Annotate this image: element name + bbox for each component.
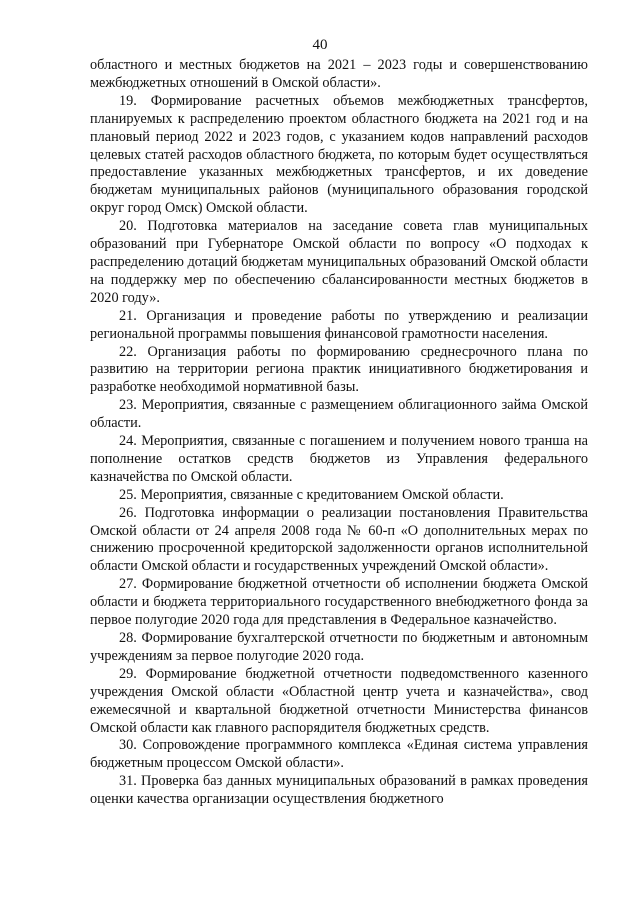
page-number: 40 xyxy=(312,37,328,53)
page-body xyxy=(90,57,588,809)
paragraph-item-22: 22. Организация работы по формированию среднесрочного плана по развитию на территории региона практик инициативного бюджетирования и разработке необходимой нормативной базы. xyxy=(90,343,588,396)
paragraph-item-30: 30. Сопровождение программного комплекса «Единая система управления бюджетным процессом Омской области». xyxy=(90,737,588,772)
paragraph-item-24: 24. Мероприятия, связанные с погашением и получением нового транша на пополнение остатков средств бюджетов из Управления федерального казначейства по Омской области. xyxy=(90,433,588,485)
paragraph-item-28: 28. Формирование бухгалтерской отчетности по бюджетным и автономным учреждениям за первое полугодие 2020 года. xyxy=(90,630,588,664)
paragraph-item-26: 26. Подготовка информации о реализации постановления Правительства Омской области от 24 апреля 2008 года № 60-п «О дополнительных мерах по снижению просроченной кредиторской задолженности органов исполнительной области Омской области и государственных учреждений Омской области». xyxy=(90,504,588,575)
paragraph-item-21: 21. Организация и проведение работы по утверждению и реализации региональной программы повышения финансовой грамотности населения. xyxy=(90,307,588,342)
paragraph-item-29: 29. Формирование бюджетной отчетности подведомственного казенного учреждения Омской области «Областной центр учета и казначейства», свод ежемесячной и квартальной бюджетной отчетности Министерства финансов Омской области как главного распорядителя бюджетных средств. xyxy=(90,665,588,736)
paragraph-item-23: 23. Мероприятия, связанные с размещением облигационного займа Омской области. xyxy=(90,397,588,432)
paragraph-item-31: 31. Проверка баз данных муниципальных образований в рамках проведения оценки качества организации осуществления бюджетного xyxy=(90,773,588,808)
paragraph-item-20: 20. Подготовка материалов на заседание совета глав муниципальных образований при Губернаторе Омской области по вопросу «О подходах к распределению дотаций бюджетам муниципальных образований Омской области на поддержку мер по обеспечению сбалансированности местных бюджетов в 2020 году». xyxy=(90,218,588,306)
paragraph-item-25: 25. Мероприятия, связанные с кредитованием Омской области. xyxy=(119,486,504,503)
paragraph-item-19: 19. Формирование расчетных объемов межбюджетных трансфертов, планируемых к распределению проектом областного бюджета на 2021 год и на плановый период 2022 и 2023 годов, с указанием кодов направлений расходов целевых статей расходов областного бюджета, по которым будет осуществляться предоставление указанных межбюджетных трансфертов, и их доведение бюджетам муниципальных районов (муниципального образования городской округ город Омск) Омской области. xyxy=(90,92,588,217)
paragraph-continued: областного и местных бюджетов на 2021 – 2023 годы и совершенствованию межбюджетных отношений в Омской области». xyxy=(90,57,588,91)
paragraph-item-27: 27. Формирование бюджетной отчетности об исполнении бюджета Омской области и бюджета территориального государственного внебюджетного фонда за первое полугодие 2020 года для представления в Федеральное казначейство. xyxy=(90,576,588,629)
